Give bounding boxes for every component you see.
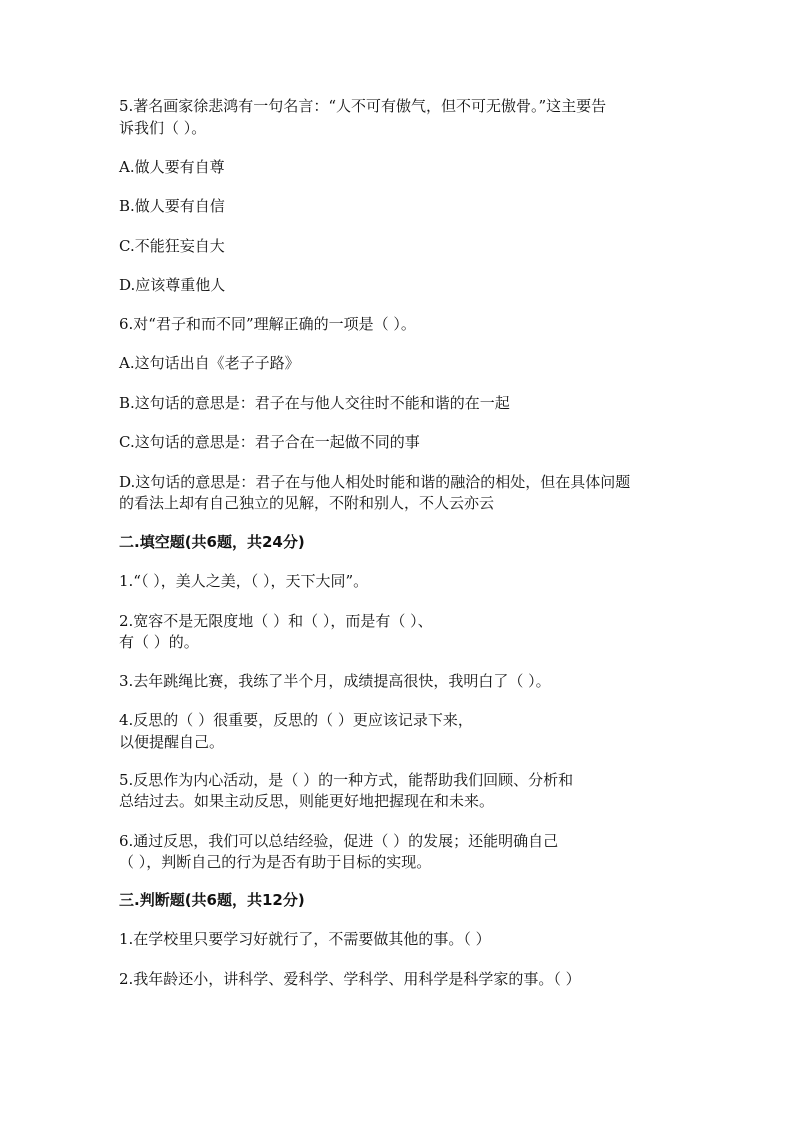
fill-question-5-line2: 总结过去。如果主动反思，则能更好地把握现在和未来。 [119,792,495,810]
fill-question-2-line2: 有（ ）的。 [119,633,199,651]
fill-question-1: 1.“（ ），美人之美，（ ），天下大同”。 [119,572,369,590]
fill-question-6-line1: 6.通过反思，我们可以总结经验，促进（ ）的发展；还能明确自己 [119,832,559,850]
judge-question-2: 2.我年龄还小，讲科学、爱科学、学科学、用科学是科学家的事。（ ） [119,970,581,988]
fill-question-5-line1: 5.反思作为内心活动，是（ ）的一种方式，能帮助我们回顾、分析和 [119,771,574,789]
fill-question-4-line2: 以便提醒自己。 [119,733,225,751]
fill-question-6-line2: （ ），判断自己的行为是否有助于目标的实现。 [119,853,432,871]
question-6-option-c: C.这句话的意思是：君子合在一起做不同的事 [119,433,420,451]
question-6-option-a: A.这句话出自《老子子路》 [119,354,300,372]
question-5-option-c: C.不能狂妄自大 [119,237,225,255]
question-5-stem-line1: 5.著名画家徐悲鸿有一句名言：“人不可有傲气，但不可无傲骨。”这主要告 [119,97,607,115]
fill-question-4-line1: 4.反思的（ ）很重要，反思的（ ）更应该记录下来， [119,711,473,729]
judge-question-1: 1.在学校里只要学习好就行了，不需要做其他的事。（ ） [119,930,491,948]
question-6-option-d-line2: 的看法上却有自己独立的见解，不附和别人，不人云亦云 [119,494,495,512]
question-6-stem: 6.对“君子和而不同”理解正确的一项是（ ）。 [119,315,416,333]
question-5-stem-line2: 诉我们（ ）。 [119,119,207,137]
question-5-option-a: A.做人要有自尊 [119,158,225,176]
section-2-heading: 二.填空题(共6题，共24分) [119,533,305,551]
fill-question-2-line1: 2.宽容不是无限度地（ ）和（ ），而是有（ ）、 [119,612,433,630]
question-6-option-b: B.这句话的意思是：君子在与他人交往时不能和谐的在一起 [119,394,510,412]
question-5-option-d: D.应该尊重他人 [119,276,226,294]
section-3-heading: 三.判断题(共6题，共12分) [119,891,305,909]
question-5-option-b: B.做人要有自信 [119,197,225,215]
question-6-option-d-line1: D.这句话的意思是：君子在与他人相处时能和谐的融洽的相处，但在具体问题 [119,473,631,491]
fill-question-3: 3.去年跳绳比赛，我练了半个月，成绩提高很快，我明白了（ ）。 [119,672,551,690]
